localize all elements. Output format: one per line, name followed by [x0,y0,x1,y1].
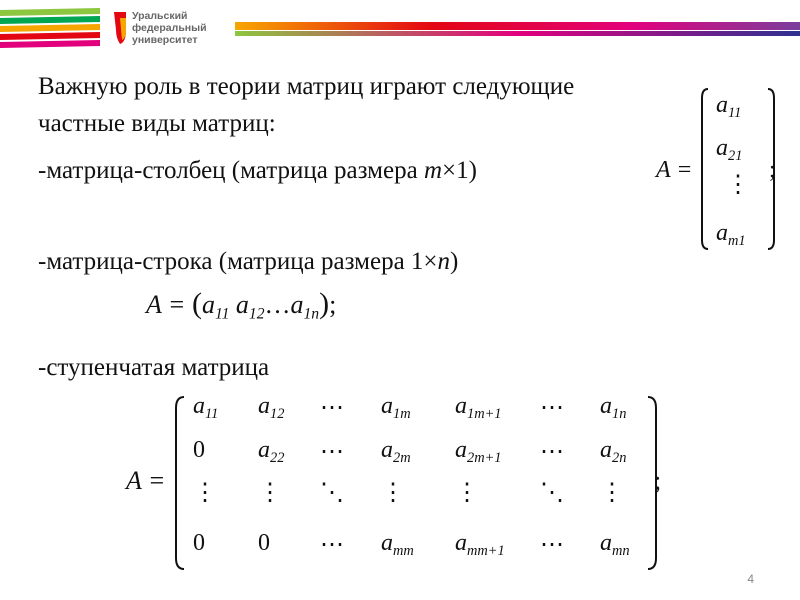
column-entry-vdots: ⋮ [726,172,750,198]
step-matrix-bracket [174,394,664,572]
item-step-matrix [38,354,269,382]
step-matrix-cell: $a_{22}$ [258,437,285,467]
intro-line-1: Важную роль в теории матриц играют следующие [38,73,575,100]
header-color-band [235,22,800,38]
column-matrix-semicolon: ; [769,157,776,183]
step-matrix-cell: $a_{mn}$ [600,530,630,560]
bullet-dash: - [38,157,47,184]
logo-line-2: федеральный [132,22,207,34]
logo-line-1: Уральский [132,10,188,22]
item-text-end: ) [450,248,459,275]
column-entry-1: $a_{11}$ [716,92,742,122]
step-matrix-cell: $a_{12}$ [258,393,285,423]
step-matrix-cell: ⋱ [540,480,564,506]
item-column-matrix [38,157,477,185]
var-n: n [437,248,451,275]
column-entry-4: $a_{m1}$ [716,220,746,250]
step-matrix-cell: ⋯ [320,395,344,421]
step-matrix-cell: ⋮ [455,480,479,506]
item-text: ступенчатая матрица [46,354,270,381]
column-entry-2: $a_{21}$ [716,135,743,165]
step-matrix-cell: 0 [258,530,270,556]
var-m: m [423,157,442,184]
step-matrix-cell: $a_{mm+1}$ [455,530,505,560]
logo-line-3: университет [132,34,198,46]
step-matrix-cell: $a_{2m+1}$ [455,437,502,467]
step-matrix-cell: 0 [193,530,205,556]
times-sign: × [423,248,438,275]
step-matrix-cell: ⋮ [193,480,217,506]
step-matrix-cell: ⋯ [540,532,564,558]
bullet-dash: - [38,354,47,381]
step-matrix-cell: $a_{11}$ [193,393,219,423]
step-matrix-cell: ⋮ [600,480,624,506]
step-matrix-cell: $a_{2n}$ [600,437,627,467]
item-row-matrix [38,248,458,276]
step-matrix-cell: $a_{1n}$ [600,393,627,423]
step-matrix-cell: $a_{2m}$ [381,437,411,467]
column-matrix-lhs: A = [656,157,693,183]
university-logo-text [132,10,207,46]
step-matrix-cell: ⋯ [540,439,564,465]
step-matrix-cell: 0 [193,437,205,463]
step-matrix-cell: ⋯ [320,439,344,465]
times-sign: × [442,157,457,184]
item-text: матрица-столбец (матрица размера [46,157,424,184]
item-text: матрица-строка (матрица размера 1 [46,248,424,275]
bullet-dash: - [38,248,47,275]
step-matrix-cell: ⋮ [381,480,405,506]
step-matrix-cell: ⋯ [540,395,564,421]
page-number: 4 [747,572,754,586]
item-text-end: 1) [456,157,477,184]
step-matrix-cell: $a_{1m+1}$ [455,393,502,423]
step-matrix-cell: ⋱ [320,480,344,506]
step-matrix-semicolon: ; [654,466,662,495]
step-matrix-cell: $a_{mm}$ [381,530,414,560]
intro-line-2: частные виды матриц: [38,110,276,137]
header-stripes [0,8,100,48]
step-matrix-cell: ⋮ [258,480,282,506]
row-matrix-formula: $A = (a_{11}$ $a_{12}\dots a_{1n}$); [146,287,337,323]
step-matrix-cell: ⋯ [320,532,344,558]
step-matrix-lhs: A = [126,466,166,495]
step-matrix-cell: $a_{1m}$ [381,393,411,423]
